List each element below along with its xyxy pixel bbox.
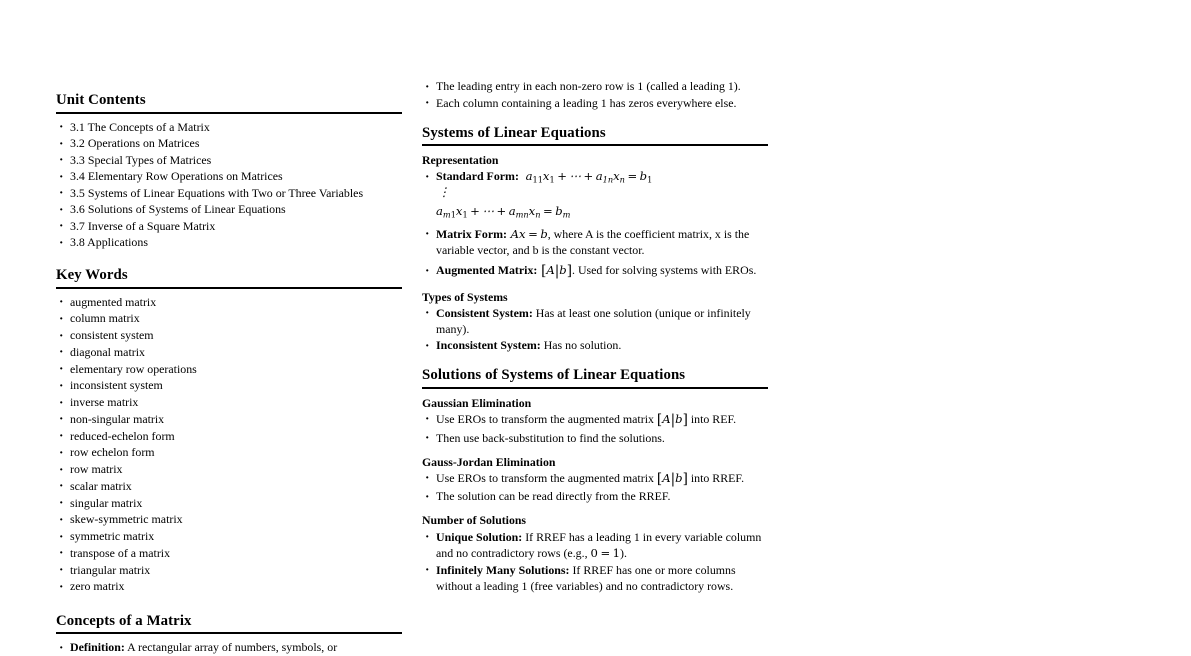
section-heading-key-words: Key Words	[56, 267, 128, 284]
list-item-text-before: If RREF has a leading 1 in every variable column and no contradictory rows (e.g.,	[436, 529, 762, 560]
list-item: · zero matrix	[56, 578, 402, 594]
gauss-jordan-elimination-list	[422, 470, 768, 505]
subheading-gaussian-elimination: Gaussian Elimination	[422, 395, 532, 410]
list-item-text: Has at least one solution (unique or infinitely many).	[436, 305, 751, 336]
list-item: · scalar matrix	[56, 478, 402, 494]
subheading-representation: Representation	[422, 153, 499, 168]
list-item-lead: Definition:	[70, 640, 125, 655]
list-item-text-after: into REF.	[687, 411, 737, 426]
section-heading-unit-contents: Unit Contents	[56, 92, 146, 108]
list-item-lead: Unique Solution:	[436, 529, 523, 544]
list-item	[422, 411, 768, 429]
section-concepts-of-a-matrix	[56, 613, 402, 635]
list-item	[422, 470, 768, 488]
list-item-lead: Infinitely Many Solutions:	[436, 562, 570, 577]
list-item-text-before: Use EROs to transform the augmented matrix	[436, 411, 657, 426]
section-systems-of-linear-equations	[422, 125, 768, 147]
list-item: · Each column containing a leading 1 has zeros everywhere else.	[422, 95, 768, 111]
math-augmented-matrix: [A|b]	[656, 411, 688, 428]
list-item-standard-form	[422, 168, 768, 185]
section-solutions-of-systems	[422, 367, 768, 389]
math-matrix-form: Ax = b	[506, 226, 548, 241]
heading-rule	[56, 112, 402, 114]
list-item-unique-solution	[422, 529, 768, 562]
list-item: · 3.5 Systems of Linear Equations with Two or Three Variables	[56, 185, 402, 201]
subheading-types-of-systems: Types of Systems	[422, 289, 508, 304]
list-item	[56, 639, 402, 655]
math-standard-form-row-1: $a_{11}x_1$ + ⋯ + $a_{1n}x_n = b_1$	[521, 169, 653, 185]
list-item-augmented-matrix	[422, 262, 768, 280]
section-heading-systems-of-linear-equations: Systems of Linear Equations	[422, 124, 606, 141]
list-item: · reduced-echelon form	[56, 428, 402, 444]
list-item: · consistent system	[56, 327, 402, 343]
concepts-list	[56, 639, 402, 655]
list-item: · 3.4 Elementary Row Operations on Matrices	[56, 168, 402, 184]
math-augmented-matrix: [A|b]	[656, 470, 688, 487]
list-item-text-before: Use EROs to transform the augmented matrix	[436, 470, 657, 485]
list-item-lead: Inconsistent System:	[436, 338, 541, 353]
list-item: · 3.1 The Concepts of a Matrix	[56, 119, 402, 135]
list-item-consistent-system	[422, 305, 768, 337]
heading-rule	[56, 632, 402, 634]
list-item: · triangular matrix	[56, 562, 402, 578]
list-item: · transpose of a matrix	[56, 545, 402, 561]
list-item: · 3.2 Operations on Matrices	[56, 135, 402, 151]
heading-rule	[422, 144, 768, 146]
list-item-text-after: into RREF.	[687, 470, 745, 485]
list-item: · 3.8 Applications	[56, 234, 402, 250]
subheading-gauss-jordan-elimination: Gauss-Jordan Elimination	[422, 454, 556, 469]
list-item: · row echelon form	[56, 444, 402, 460]
list-item-lead: Matrix Form:	[436, 226, 507, 241]
list-item-infinitely-many-solutions	[422, 562, 768, 594]
section-key-words	[56, 267, 402, 289]
heading-rule	[56, 287, 402, 289]
representation-list-2	[422, 226, 768, 281]
subheading-number-of-solutions: Number of Solutions	[422, 513, 527, 528]
list-item-lead: Standard Form:	[436, 169, 519, 184]
math-vertical-ellipsis: ⋮	[438, 185, 450, 200]
right-column	[422, 0, 768, 626]
number-of-solutions-list	[422, 529, 768, 594]
representation-list	[422, 168, 768, 185]
list-item-text: A rectangular array of numbers, symbols, or	[124, 640, 338, 655]
list-item: · 3.6 Solutions of Systems of Linear Equations	[56, 201, 402, 217]
section-heading-concepts-of-a-matrix: Concepts of a Matrix	[56, 612, 192, 629]
list-item: · row matrix	[56, 461, 402, 477]
list-item-matrix-form	[422, 226, 768, 259]
list-item: · symmetric matrix	[56, 528, 402, 544]
continued-bullets-list	[422, 78, 768, 111]
list-item-lead: Consistent System:	[436, 305, 533, 320]
section-unit-contents	[56, 92, 402, 114]
list-item-text: . Used for solving systems with EROs.	[572, 263, 757, 278]
list-item: · non-singular matrix	[56, 411, 402, 427]
list-item: · The solution can be read directly from the RREF.	[422, 488, 768, 504]
gaussian-elimination-list	[422, 411, 768, 446]
heading-rule	[422, 387, 768, 389]
list-item: · inconsistent system	[56, 377, 402, 393]
math-augmented-matrix: [A|b]	[541, 263, 572, 280]
list-item: · elementary row operations	[56, 361, 402, 377]
section-heading-solutions-of-systems: Solutions of Systems of Linear Equations	[422, 367, 686, 384]
list-item-lead: Augmented Matrix:	[436, 263, 538, 278]
list-item-text-after: ).	[620, 545, 627, 560]
list-item: · column matrix	[56, 310, 402, 326]
math-zero-equals-one: 0 = 1	[590, 545, 621, 560]
list-item-text: Has no solution.	[540, 338, 622, 353]
types-of-systems-list	[422, 305, 768, 354]
list-item: · inverse matrix	[56, 394, 402, 410]
list-item: · augmented matrix	[56, 294, 402, 310]
list-item: · 3.7 Inverse of a Square Matrix	[56, 218, 402, 234]
key-words-list	[56, 294, 402, 595]
list-item: · skew-symmetric matrix	[56, 511, 402, 527]
list-item: · Then use back-substitution to find the solutions.	[422, 430, 768, 446]
list-item: · The leading entry in each non-zero row is 1 (called a leading 1).	[422, 78, 768, 94]
left-column	[56, 0, 402, 655]
list-item: · singular matrix	[56, 495, 402, 511]
math-standard-form-row-m: $a_{m1}x_1$ + ⋯ + $a_{mn}x_n = b_m$	[436, 203, 571, 220]
unit-contents-list	[56, 119, 402, 251]
list-item-text-before: If RREF has one or more columns without a leading 1 (free variables) and no contradictory rows.	[436, 562, 736, 593]
list-item-inconsistent-system	[422, 337, 768, 353]
list-item: · 3.3 Special Types of Matrices	[56, 152, 402, 168]
list-item: · diagonal matrix	[56, 344, 402, 360]
list-item-text: , where A is the coefficient matrix, x is the variable vector, and b is the constant vector.	[436, 226, 750, 258]
